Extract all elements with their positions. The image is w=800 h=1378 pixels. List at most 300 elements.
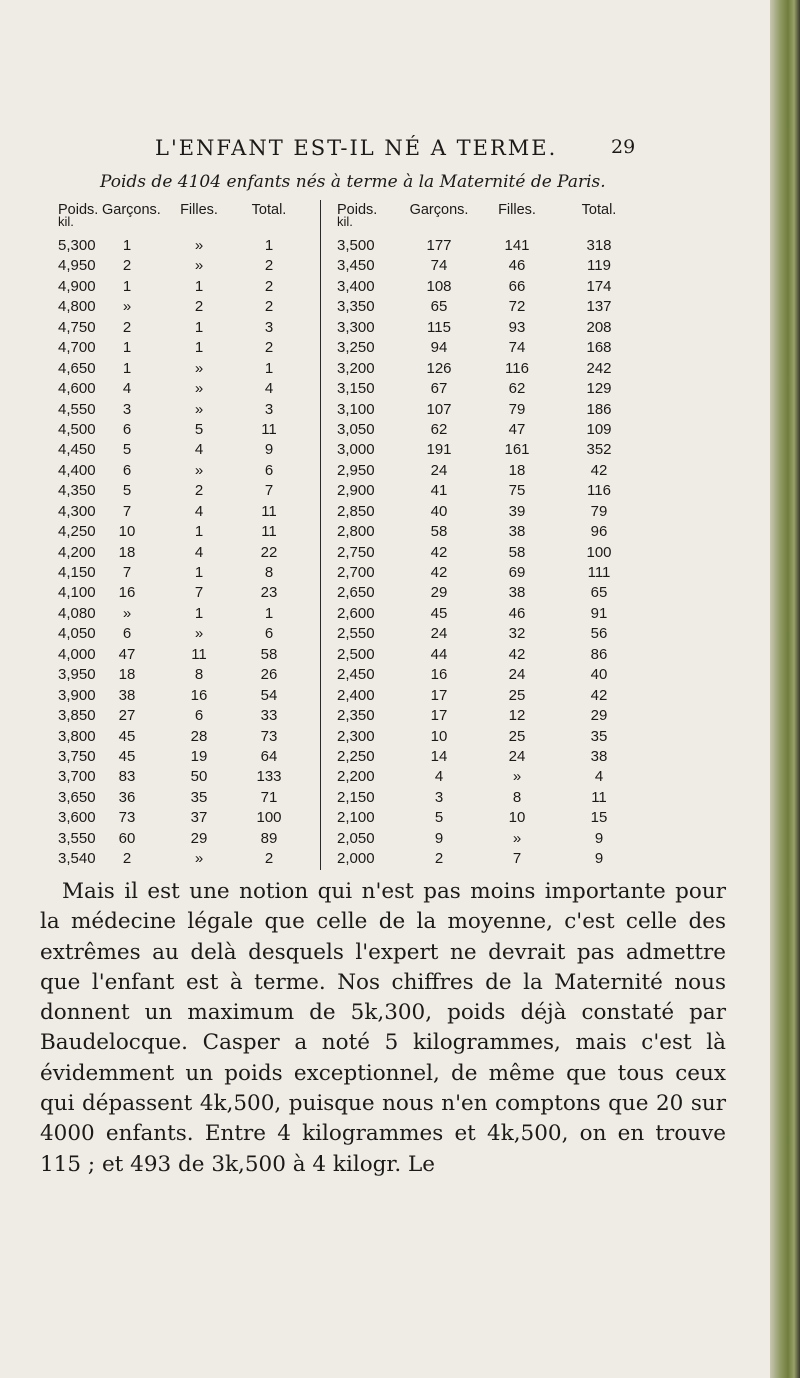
total-cell: 242 (586, 359, 612, 377)
table-row (321, 502, 651, 522)
girls-cell: 35 (190, 788, 208, 806)
weight-cell: 3,900 (58, 686, 96, 704)
weight-cell: 3,950 (58, 666, 96, 684)
girls-cell: 50 (190, 768, 208, 786)
table-row (58, 747, 314, 767)
girls-cell: 5 (194, 420, 204, 438)
girls-cell: 46 (508, 604, 526, 622)
table-row (321, 543, 651, 563)
girls-cell: 24 (508, 666, 526, 684)
girls-cell: 1 (194, 339, 204, 357)
boys-cell: 94 (430, 339, 448, 357)
weight-cell: 4,150 (58, 564, 96, 581)
total-cell: 116 (587, 482, 611, 500)
weight-cell: 4,250 (58, 523, 96, 541)
boys-cell: 177 (426, 237, 452, 254)
total-cell: 133 (256, 768, 282, 786)
column-header-boys: Garçons. (409, 202, 469, 218)
boys-cell: 42 (430, 543, 448, 561)
boys-cell: 67 (430, 380, 448, 398)
girls-cell: 79 (508, 400, 526, 418)
table-row (58, 338, 314, 358)
boys-cell: 42 (430, 564, 448, 581)
weight-cell: 3,000 (337, 441, 375, 459)
girls-cell: 74 (508, 339, 526, 357)
weight-cell: 2,200 (337, 768, 375, 786)
total-cell: 33 (260, 707, 278, 725)
girls-cell: 4 (194, 502, 204, 520)
girls-cell: 161 (504, 441, 530, 459)
boys-cell: 38 (118, 686, 136, 704)
table-caption: Poids de 4104 enfants nés à terme à la Maternité de Paris. (100, 172, 606, 192)
girls-cell: 12 (508, 707, 526, 725)
weight-cell: 4,050 (58, 625, 96, 643)
boys-cell: 18 (118, 543, 136, 561)
weight-cell: 4,100 (58, 584, 96, 602)
table-row (321, 788, 651, 808)
table-row (321, 645, 651, 665)
girls-cell: 42 (508, 645, 526, 663)
boys-cell: 16 (118, 584, 136, 602)
table-row (321, 686, 651, 706)
weight-cell: 4,700 (58, 339, 96, 357)
weight-cell: 3,800 (58, 727, 96, 745)
total-cell: 208 (586, 318, 612, 336)
girls-cell: 1 (194, 318, 204, 336)
girls-cell: » (194, 237, 204, 254)
total-cell: 3 (264, 318, 274, 336)
total-cell: 318 (586, 237, 612, 254)
girls-cell: 4 (194, 543, 204, 561)
total-cell: 42 (590, 686, 608, 704)
weight-cell: 3,650 (58, 788, 96, 806)
weight-cell: 2,900 (337, 482, 375, 500)
boys-cell: 41 (430, 482, 448, 500)
total-cell: 29 (590, 707, 608, 725)
table-row (58, 400, 314, 420)
girls-cell: » (194, 359, 204, 377)
total-cell: 86 (590, 645, 608, 663)
table-row (58, 788, 314, 808)
weight-cell: 5,300 (58, 237, 96, 254)
weight-cell: 2,850 (337, 502, 375, 520)
boys-cell: 2 (122, 850, 132, 868)
unit-label: kil. (58, 214, 74, 229)
total-cell: 1 (264, 359, 274, 377)
girls-cell: 32 (508, 625, 526, 643)
boys-cell: 58 (430, 523, 448, 541)
boys-cell: 2 (122, 318, 132, 336)
girls-cell: 16 (190, 686, 208, 704)
girls-cell: 72 (508, 298, 526, 316)
total-cell: 42 (590, 461, 608, 479)
weight-cell: 2,000 (337, 850, 375, 868)
boys-cell: 65 (430, 298, 448, 316)
weight-cell: 4,080 (58, 604, 96, 622)
total-cell: 174 (586, 277, 612, 295)
table-row (321, 420, 651, 440)
total-cell: 96 (590, 523, 608, 541)
table-row (58, 624, 314, 644)
weight-cell: 2,650 (337, 584, 375, 602)
weight-cell: 3,750 (58, 747, 96, 765)
weight-cell: 4,500 (58, 420, 96, 438)
weight-cell: 4,450 (58, 441, 96, 459)
weight-cell: 3,150 (337, 380, 375, 398)
boys-cell: 17 (430, 707, 448, 725)
total-cell: 11 (591, 788, 607, 806)
total-cell: 3 (264, 400, 274, 418)
column-header-boys: Garçons. (102, 202, 161, 218)
total-cell: 38 (590, 747, 608, 765)
table-row (58, 583, 314, 603)
table-row (321, 400, 651, 420)
table-row (58, 236, 314, 256)
total-cell: 111 (587, 564, 611, 581)
girls-cell: » (194, 461, 204, 479)
page-header (0, 136, 770, 166)
table-header (58, 200, 314, 236)
total-cell: 56 (590, 625, 608, 643)
girls-cell: 75 (508, 482, 526, 500)
total-cell: 1 (264, 237, 274, 254)
weight-cell: 3,850 (58, 707, 96, 725)
table-row (321, 522, 651, 542)
weight-cell: 4,950 (58, 257, 96, 275)
girls-cell: » (194, 625, 204, 643)
table-row (321, 624, 651, 644)
weight-cell: 3,450 (337, 257, 375, 275)
column-header-weight: Poids. (337, 202, 378, 218)
table-row (321, 829, 651, 849)
boys-cell: 5 (434, 809, 444, 827)
total-cell: 11 (261, 523, 277, 541)
table-header (321, 200, 651, 236)
table-row (321, 379, 651, 399)
boys-cell: 27 (118, 707, 136, 725)
weight-cell: 2,550 (337, 625, 375, 643)
boys-cell: 108 (426, 277, 452, 295)
boys-cell: 24 (430, 461, 448, 479)
total-cell: 129 (586, 380, 612, 398)
table-row (321, 583, 651, 603)
total-cell: 4 (594, 768, 604, 786)
girls-cell: 4 (194, 441, 204, 459)
boys-cell: 17 (430, 686, 448, 704)
table-body (58, 236, 314, 870)
boys-cell: 60 (118, 829, 136, 847)
table-row (321, 461, 651, 481)
weight-table-left (58, 200, 314, 870)
page-edge (770, 0, 800, 1378)
total-cell: 4 (264, 380, 274, 398)
weight-cell: 4,000 (58, 645, 96, 663)
boys-cell: 24 (430, 625, 448, 643)
boys-cell: 16 (430, 666, 448, 684)
boys-cell: 45 (430, 604, 448, 622)
total-cell: 64 (260, 747, 278, 765)
girls-cell: 25 (508, 727, 526, 745)
girls-cell: 6 (194, 707, 204, 725)
total-cell: 100 (256, 809, 282, 827)
table-row (321, 359, 651, 379)
table-row (321, 849, 651, 869)
table-row (58, 849, 314, 869)
weight-cell: 4,350 (58, 482, 96, 500)
boys-cell: 3 (122, 400, 132, 418)
boys-cell: 45 (118, 747, 136, 765)
girls-cell: 93 (508, 318, 526, 336)
total-cell: 6 (264, 461, 274, 479)
weight-cell: 2,700 (337, 564, 375, 581)
table-row (58, 808, 314, 828)
girls-cell: 37 (190, 809, 208, 827)
table-row (58, 277, 314, 297)
total-cell: 9 (594, 829, 604, 847)
girls-cell: » (194, 380, 204, 398)
total-cell: 26 (260, 666, 278, 684)
girls-cell: 24 (508, 747, 526, 765)
table-row (58, 604, 314, 624)
weight-cell: 3,700 (58, 768, 96, 786)
weight-cell: 2,300 (337, 727, 375, 745)
girls-cell: 66 (508, 277, 526, 295)
total-cell: 71 (260, 788, 278, 806)
girls-cell: 47 (508, 420, 526, 438)
total-cell: 352 (586, 441, 612, 459)
table-row (321, 236, 651, 256)
unit-label: kil. (337, 214, 353, 229)
girls-cell: 46 (508, 257, 526, 275)
weight-cell: 4,800 (58, 298, 96, 316)
total-cell: 73 (260, 727, 278, 745)
table-row (58, 686, 314, 706)
boys-cell: 6 (122, 420, 132, 438)
boys-cell: 5 (122, 482, 132, 500)
table-row (58, 359, 314, 379)
weight-cell: 2,450 (337, 666, 375, 684)
total-cell: 2 (264, 339, 274, 357)
table-row (321, 277, 651, 297)
girls-cell: 8 (512, 788, 522, 806)
boys-cell: 73 (118, 809, 136, 827)
total-cell: 168 (586, 339, 612, 357)
boys-cell: 6 (122, 625, 132, 643)
boys-cell: 83 (118, 768, 136, 786)
weight-cell: 2,150 (337, 788, 375, 806)
table-row (321, 318, 651, 338)
boys-cell: 191 (426, 441, 452, 459)
girls-cell: 38 (508, 523, 526, 541)
total-cell: 2 (264, 277, 274, 295)
weight-table-right (320, 200, 651, 870)
table-row (321, 481, 651, 501)
girls-cell: 2 (194, 482, 204, 500)
running-title: L'ENFANT EST-IL NÉ A TERME. (155, 136, 558, 160)
weight-cell: 4,900 (58, 277, 96, 295)
girls-cell: 62 (508, 380, 526, 398)
total-cell: 2 (264, 298, 274, 316)
weight-cell: 3,300 (337, 318, 375, 336)
boys-cell: 7 (122, 502, 132, 520)
girls-cell: » (194, 257, 204, 275)
table-row (321, 808, 651, 828)
total-cell: 9 (264, 441, 274, 459)
weight-cell: 4,750 (58, 318, 96, 336)
weight-cell: 3,050 (337, 420, 375, 438)
weight-cell: 2,400 (337, 686, 375, 704)
weight-cell: 2,600 (337, 604, 375, 622)
total-cell: 109 (586, 420, 612, 438)
table-row (58, 481, 314, 501)
girls-cell: 7 (512, 850, 522, 868)
table-row (58, 829, 314, 849)
total-cell: 22 (260, 543, 278, 561)
total-cell: 6 (264, 625, 274, 643)
weight-cell: 4,600 (58, 380, 96, 398)
weight-cell: 2,950 (337, 461, 375, 479)
table-row (58, 522, 314, 542)
boys-cell: 36 (118, 788, 136, 806)
boys-cell: 2 (122, 257, 132, 275)
column-header-total: Total. (251, 202, 287, 218)
total-cell: 15 (590, 809, 608, 827)
table-row (321, 727, 651, 747)
weight-cell: 2,800 (337, 523, 375, 541)
weight-cell: 2,350 (337, 707, 375, 725)
total-cell: 58 (260, 645, 278, 663)
boys-cell: » (122, 604, 132, 622)
boys-cell: 62 (430, 420, 448, 438)
total-cell: 54 (260, 686, 278, 704)
girls-cell: 11 (191, 645, 207, 663)
weight-cell: 4,650 (58, 359, 96, 377)
boys-cell: 10 (430, 727, 448, 745)
total-cell: 9 (594, 850, 604, 868)
table-row (58, 727, 314, 747)
weight-cell: 2,750 (337, 543, 375, 561)
total-cell: 89 (260, 829, 278, 847)
total-cell: 137 (586, 298, 612, 316)
total-cell: 2 (264, 850, 274, 868)
weight-cell: 4,400 (58, 461, 96, 479)
weight-cell: 4,300 (58, 502, 96, 520)
boys-cell: 126 (426, 359, 452, 377)
boys-cell: 1 (122, 359, 132, 377)
girls-cell: 19 (190, 747, 208, 765)
boys-cell: 4 (434, 768, 444, 786)
table-row (321, 604, 651, 624)
girls-cell: » (194, 850, 204, 868)
weight-cell: 3,550 (58, 829, 96, 847)
weight-cell: 2,500 (337, 645, 375, 663)
table-row (58, 767, 314, 787)
girls-cell: 1 (194, 277, 204, 295)
total-cell: 186 (586, 400, 612, 418)
weight-cell: 3,600 (58, 809, 96, 827)
table-row (58, 543, 314, 563)
total-cell: 119 (587, 257, 611, 275)
table-row (58, 440, 314, 460)
weight-cell: 3,500 (337, 237, 375, 254)
total-cell: 1 (264, 604, 274, 622)
table-row (58, 706, 314, 726)
table-row (58, 563, 314, 583)
column-header-girls: Filles. (180, 202, 218, 218)
column-header-total: Total. (581, 202, 617, 218)
total-cell: 23 (260, 584, 278, 602)
girls-cell: 1 (194, 523, 204, 541)
girls-cell: » (194, 400, 204, 418)
page-number: 29 (611, 136, 636, 158)
table-row (321, 665, 651, 685)
table-row (58, 665, 314, 685)
total-cell: 11 (261, 420, 277, 438)
table-row (58, 461, 314, 481)
total-cell: 91 (590, 604, 608, 622)
table-row (58, 256, 314, 276)
boys-cell: 2 (434, 850, 444, 868)
girls-cell: » (512, 829, 522, 847)
girls-cell: 8 (194, 666, 204, 684)
boys-cell: 18 (118, 666, 136, 684)
table-row (58, 645, 314, 665)
table-body (321, 236, 651, 870)
table-row (58, 297, 314, 317)
column-header-weight: Poids. (58, 202, 99, 218)
boys-cell: 45 (118, 727, 136, 745)
table-row (321, 256, 651, 276)
weight-cell: 3,100 (337, 400, 375, 418)
table-row (321, 706, 651, 726)
boys-cell: 74 (430, 257, 448, 275)
weight-cell: 4,550 (58, 400, 96, 418)
boys-cell: 1 (122, 339, 132, 357)
total-cell: 7 (264, 482, 274, 500)
girls-cell: 29 (190, 829, 208, 847)
weight-cell: 4,200 (58, 543, 96, 561)
girls-cell: 1 (194, 604, 204, 622)
boys-cell: 47 (118, 645, 136, 663)
girls-cell: 39 (508, 502, 526, 520)
weight-cell: 3,350 (337, 298, 375, 316)
girls-cell: 58 (508, 543, 526, 561)
girls-cell: 1 (194, 564, 204, 581)
girls-cell: 141 (504, 237, 530, 254)
boys-cell: 7 (122, 564, 132, 581)
boys-cell: 107 (426, 400, 452, 418)
girls-cell: 28 (190, 727, 208, 745)
girls-cell: 38 (508, 584, 526, 602)
girls-cell: 2 (194, 298, 204, 316)
girls-cell: » (512, 768, 522, 786)
table-row (321, 440, 651, 460)
boys-cell: 40 (430, 502, 448, 520)
boys-cell: 10 (118, 523, 136, 541)
total-cell: 8 (264, 564, 274, 581)
total-cell: 2 (264, 257, 274, 275)
table-row (321, 747, 651, 767)
weight-cell: 2,250 (337, 747, 375, 765)
boys-cell: 6 (122, 461, 132, 479)
table-row (321, 297, 651, 317)
body-paragraph (40, 877, 726, 1180)
table-row (321, 338, 651, 358)
paragraph-text: Mais il est une notion qui n'est pas moins importante pour la médecine légale que celle de la moyenne, c'est celle des extrêmes au delà desquels l'expert ne devrait pas admettre que l'enfant est à terme. Nos chiffres de la Maternité nous donnent un maximum de 5k,300, poids déjà constaté par Baudelocque. Casper a noté 5 kilogrammes, mais c'est là évidemment un poids exceptionnel, de même que tous ceux qui dépassent 4k,500, puisque nous n'en comptons que 20 sur 4000 enfants. Entre 4 kilogrammes et 4k,500, on en trouve 115 ; et 493 de 3k,500 à 4 kilogr. Le (40, 879, 726, 1177)
weight-cell: 2,100 (337, 809, 375, 827)
weight-cell: 3,400 (337, 277, 375, 295)
column-header-girls: Filles. (498, 202, 536, 218)
